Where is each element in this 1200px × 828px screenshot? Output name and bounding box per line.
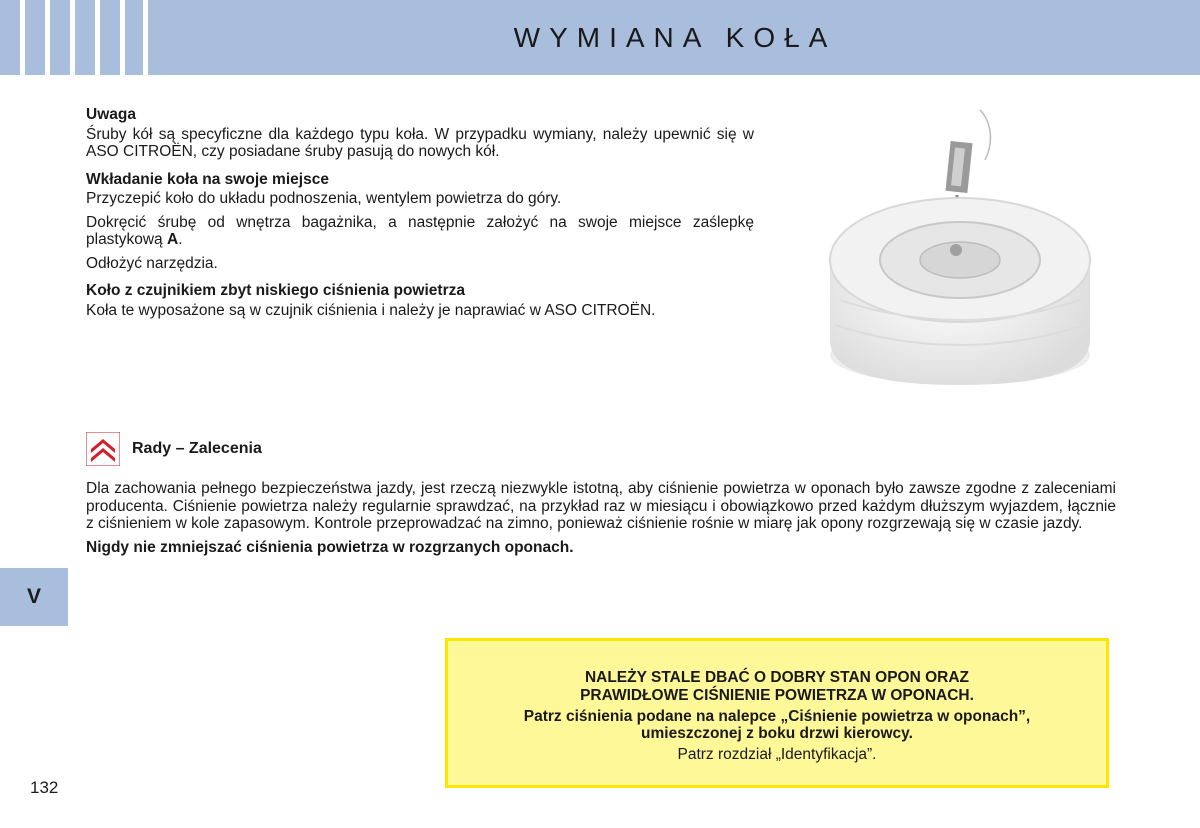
- notice-heading: NALEŻY STALE DBAĆ O DOBRY STAN OPON ORAZ PRAWIDŁOWE CIŚNIENIE POWIETRZA W OPONACH.: [580, 669, 974, 704]
- notice-reference: Patrz rozdział „Identyfikacja”.: [677, 746, 877, 763]
- wkladanie-p3: Odłożyć narzędzia.: [86, 254, 218, 272]
- advice-text: Dla zachowania pełnego bezpieczeństwa jazdy, jest rzeczą niezwykle istotną, aby ciśnienie powietrza w oponach było zawsze zgodne z zaleceniami producenta. Ciśnienie powietrza należy regularnie sprawdzać, na przykład raz w miesiącu i obowiązkowo przed każdym dłuższym wyjazdem, łącznie z ciśnieniem w kole zapasowym. Kontrole przeprowadzać na zimno, ponieważ ciśnienie rośnie w miarę jak opony rozgrzewają się w czasie jazdy.: [86, 480, 1116, 532]
- wkladanie-p2: Dokręcić śrubę od wnętrza bagażnika, a następnie założyć na swoje miejsce zaślepkę plastykową A.: [86, 213, 754, 248]
- section-wkladanie: [86, 171, 754, 273]
- advice-warning: Nigdy nie zmniejszać ciśnienia powietrza w rozgrzanych oponach.: [86, 538, 574, 556]
- citroen-chevron-icon: [86, 432, 120, 466]
- czujnik-heading: Koło z czujnikiem zbyt niskiego ciśnienia powietrza: [86, 282, 465, 299]
- wkladanie-p1: Przyczepić koło do układu podnoszenia, wentylem powietrza do góry.: [86, 190, 562, 207]
- section-czujnik: [86, 282, 754, 319]
- advice-body: [86, 480, 1116, 562]
- advice-label: Rady – Zalecenia: [132, 440, 262, 457]
- page-number: 132: [30, 778, 59, 797]
- tyre-notice-box: [445, 638, 1109, 788]
- chapter-tab: V: [0, 568, 68, 626]
- uwaga-text: Śruby kół są specyficzne dla każdego typu koła. W przypadku wymiany, należy upewnić się w ASO CITROËN, czy posiadane śruby pasują do nowych kół.: [86, 125, 754, 160]
- section-uwaga: [86, 106, 754, 161]
- header-stripes: [0, 0, 150, 75]
- czujnik-text: Koła te wyposażone są w czujnik ciśnienia i należy je naprawiać w ASO CITROËN.: [86, 301, 656, 319]
- wkladanie-heading: Wkładanie koła na swoje miejsce: [86, 170, 329, 188]
- page-title: WYMIANA KOŁA: [513, 22, 837, 53]
- part-label-a: A: [166, 231, 179, 248]
- page-header: [0, 0, 1200, 75]
- uwaga-heading: Uwaga: [86, 106, 136, 123]
- main-column: [86, 106, 754, 329]
- advice-header: [86, 432, 300, 468]
- notice-bold-text: Patrz ciśnienia podane na nalepce „Ciśnienie powietrza w oponach”, umieszczonej z boku drzwi kierowcy.: [523, 708, 1031, 742]
- spare-wheel-illustration: [820, 100, 1100, 390]
